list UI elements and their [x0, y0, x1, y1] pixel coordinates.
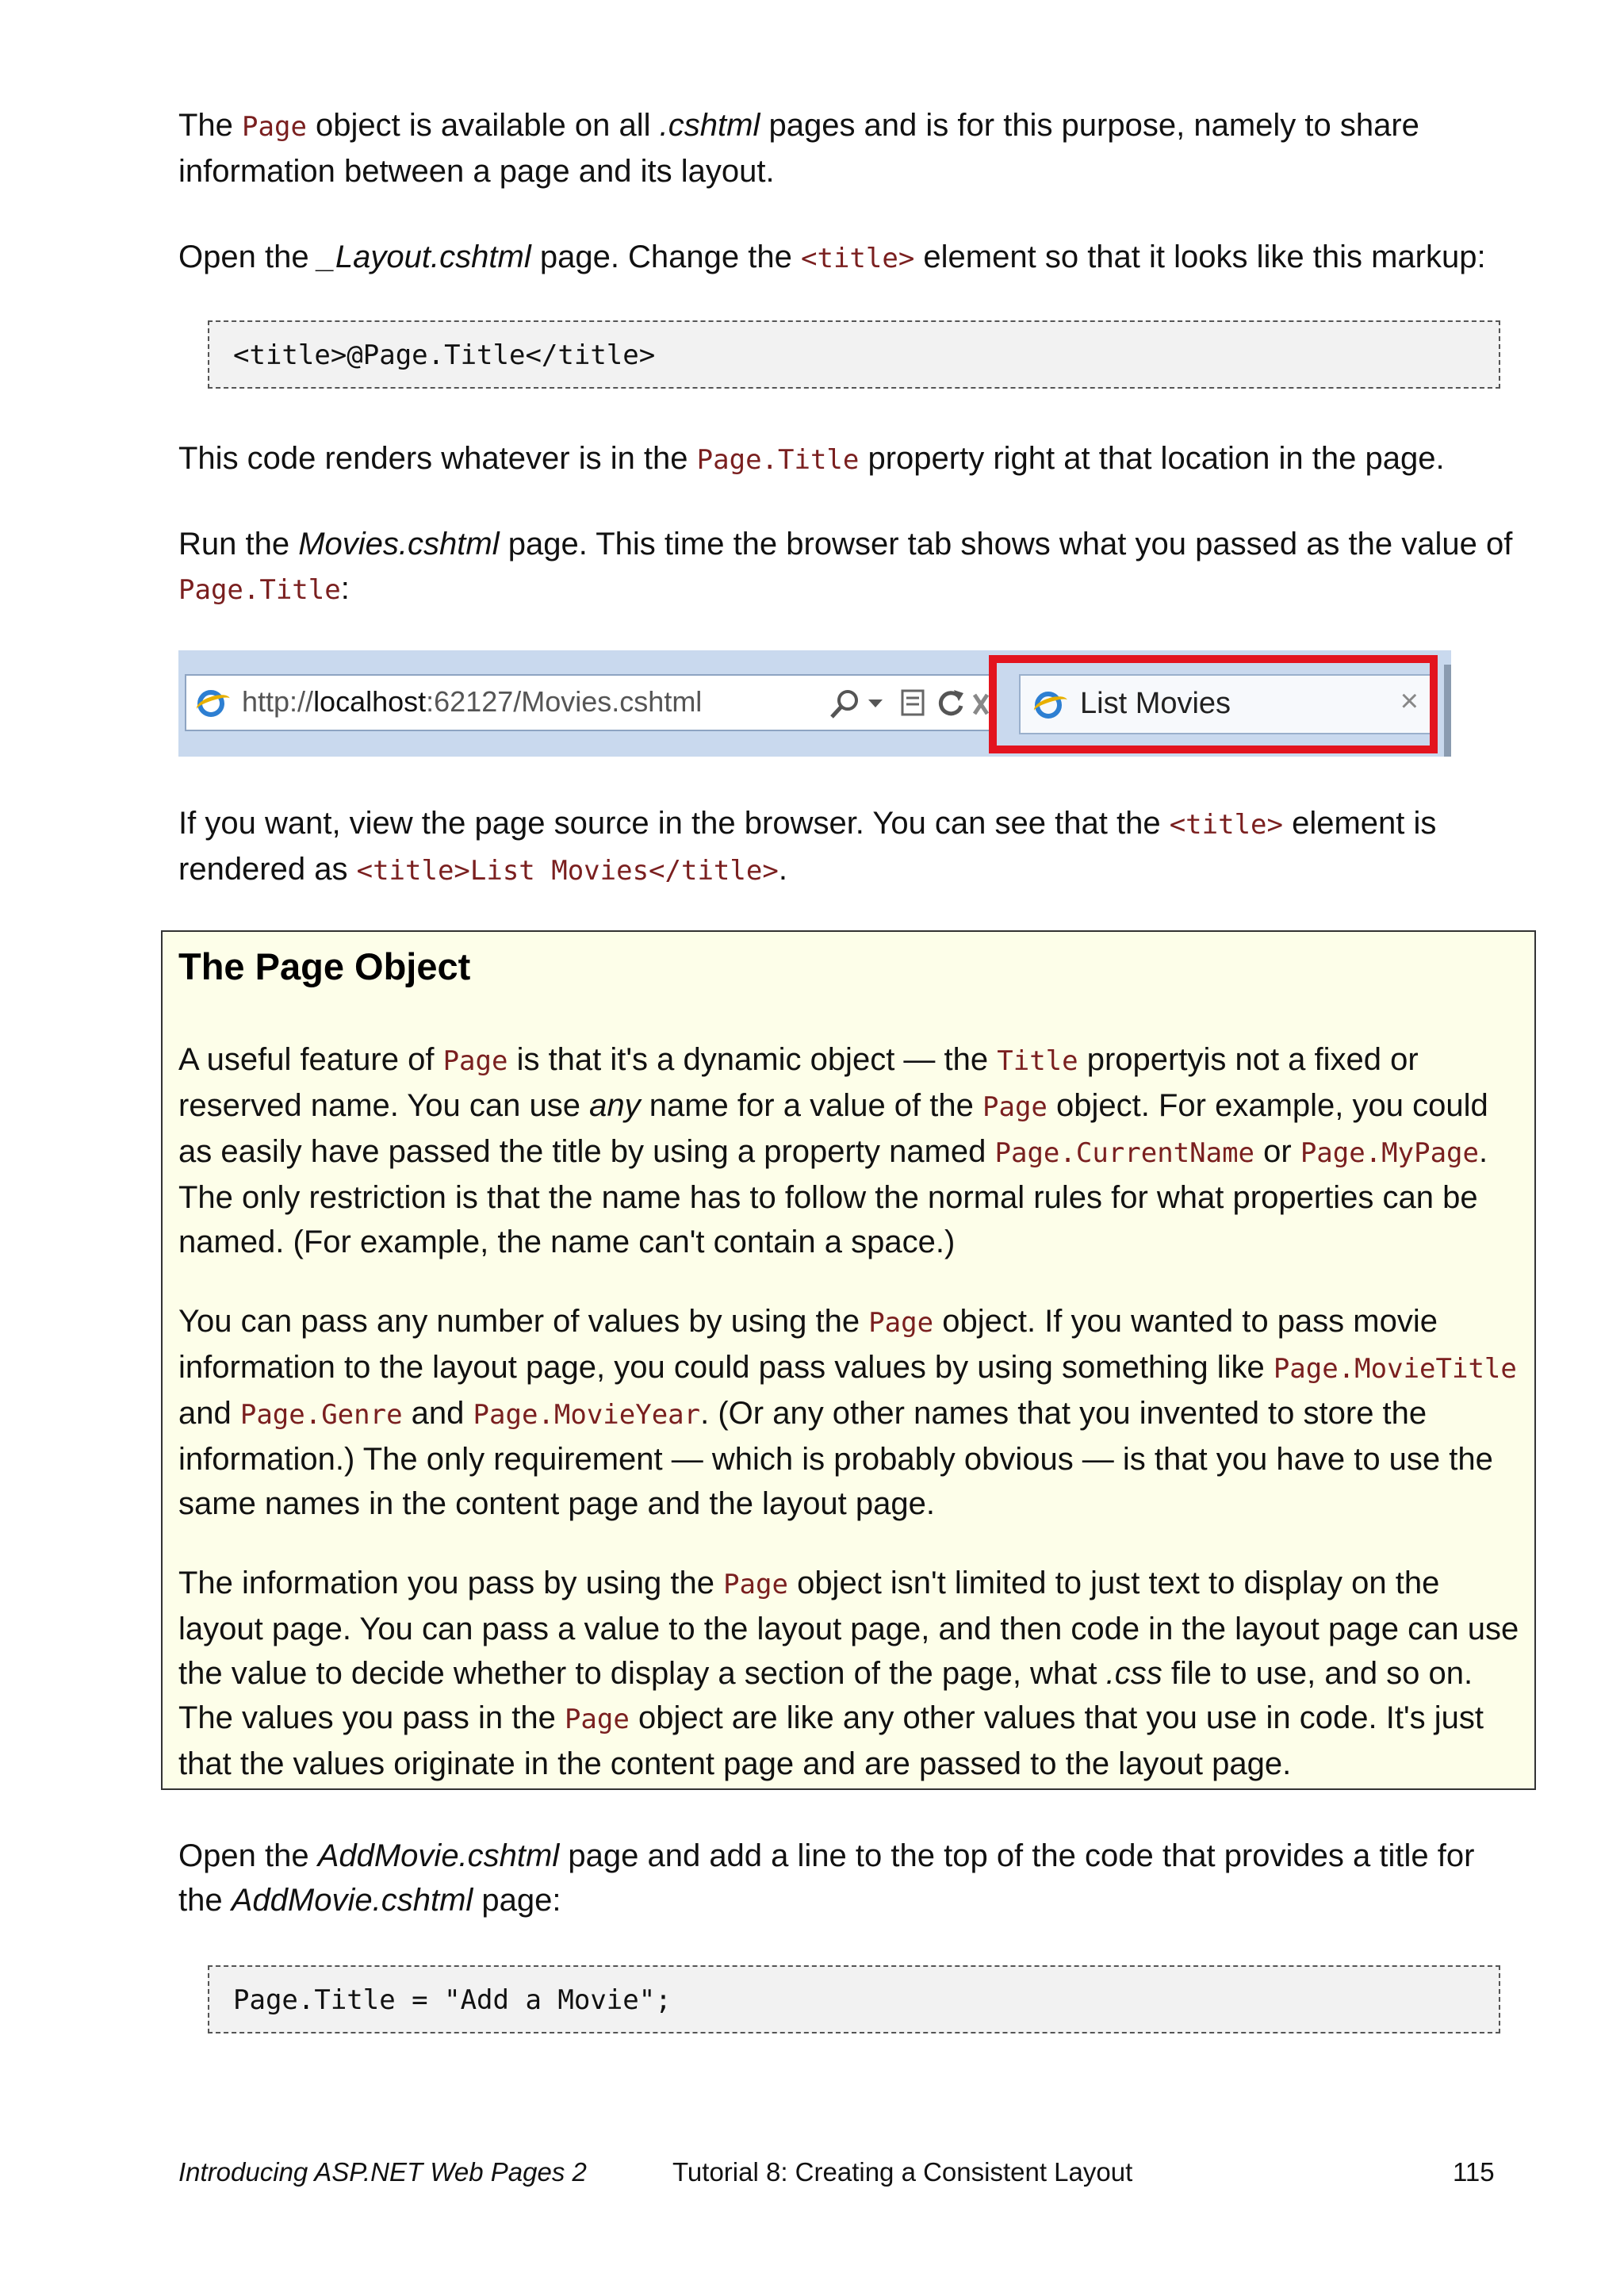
- window-edge: [1444, 665, 1451, 757]
- inline-code: <title>: [801, 243, 915, 274]
- tab-title: List Movies: [1080, 687, 1231, 720]
- compatibility-view-icon: [900, 688, 927, 720]
- inline-code: <title>List Movies</title>: [356, 855, 779, 887]
- address-url: http://localhost:62127/Movies.cshtml: [242, 685, 703, 718]
- sidebar-paragraph-number-of-values: You can pass any number of values by using the Page object. If you wanted to pass movie information to the layout page, you could pass values by using something like Page.MovieTitle and Page.Genre and Page.MovieYear. (Or any other names that you invented to store the information.) The only requirement — which is probably obvious — is that you have to use the same names in the content page and the layout page.: [178, 1304, 1517, 1521]
- browser-screenshot: [178, 650, 1451, 757]
- dropdown-arrow-icon: [867, 698, 884, 709]
- inline-code: <title>: [1169, 809, 1283, 841]
- code-line: Page.Title = "Add a Movie";: [233, 1984, 672, 2016]
- sidebar-page-object: [161, 930, 1536, 1790]
- footer-chapter-title: Tutorial 8: Creating a Consistent Layout: [672, 2157, 1133, 2187]
- footer-page-number: 115: [1453, 2157, 1495, 2187]
- refresh-icon: [935, 687, 967, 720]
- sidebar-paragraph-not-limited: The information you pass by using the Page object isn't limited to just text to display on the layout page. You can pass a value to the layout page, and then code in the layout page can use the value to decide whether to display a section of the page, what .css file to use, and so on. The values you pass in the Page object are like any other values that you use in code. It's just that the values originate in the content page and are passed to the layout page.: [178, 1566, 1519, 1781]
- inline-code: Page.Title: [696, 444, 860, 476]
- address-bar: [185, 674, 994, 731]
- sidebar-title: The Page Object: [178, 945, 471, 987]
- paragraph-view-source: If you want, view the page source in the browser. You can see that the <title> element is rendered as <title>List Movies</title>.: [178, 806, 1437, 887]
- paragraph-open-addmovie: Open the AddMovie.cshtml page and add a line to the top of the code that provides a title for the AddMovie.cshtml page:: [178, 1838, 1475, 1918]
- paragraph-renders-title: This code renders whatever is in the Page.Title property right at that location in the page.: [178, 441, 1445, 476]
- paragraph-open-layout: Open the _Layout.cshtml page. Change the <title> element so that it looks like this markup:: [178, 240, 1486, 274]
- paragraph-page-object-intro: The Page object is available on all .cshtml pages and is for this purpose, namely to share information between a page and its layout.: [178, 108, 1419, 189]
- paragraph-run-movies: Run the Movies.cshtml page. This time the browser tab shows what you passed as the value of Page.Title:: [178, 527, 1513, 606]
- ie-logo-icon: [196, 685, 231, 720]
- red-highlight-box: [989, 655, 1438, 753]
- footer-book-title: Introducing ASP.NET Web Pages 2: [178, 2157, 587, 2187]
- inline-code: Page.Title: [178, 574, 341, 606]
- close-tab-icon[interactable]: ×: [1400, 684, 1419, 719]
- inline-code: Page: [242, 111, 307, 143]
- code-block-add-movie-title: [208, 1965, 1500, 2033]
- code-block-title-markup: [208, 320, 1500, 389]
- code-line: <title>@Page.Title</title>: [233, 339, 656, 371]
- stop-icon: [971, 688, 990, 720]
- sidebar-paragraph-dynamic-object: A useful feature of Page is that it's a dynamic object — the Title propertyis not a fixed or reserved name. You can use any name for a value of the Page object. For example, you could as easily have passed the title by using a property named Page.CurrentName or Page.MyPage. The only restriction is that the name has to follow the normal rules for what properties can be named. (For example, the name can't contain a space.): [178, 1042, 1488, 1259]
- search-icon: [827, 687, 862, 722]
